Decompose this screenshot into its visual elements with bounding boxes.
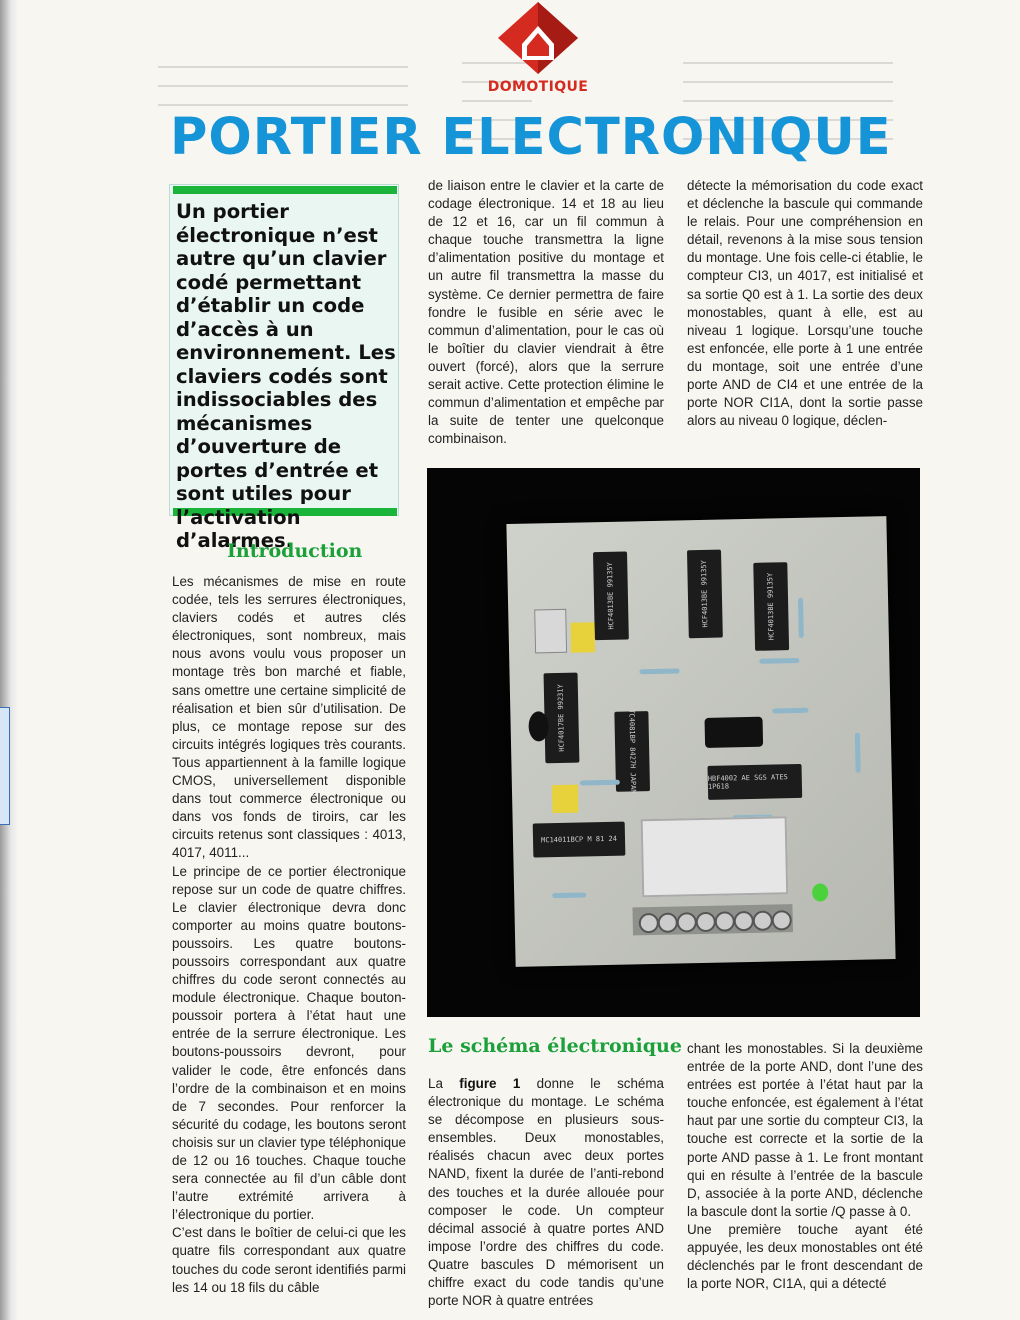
ic-chip: MC14011BCP M 81 24 xyxy=(533,822,626,858)
domotique-house-logo xyxy=(496,0,580,76)
page-binding xyxy=(0,0,18,1320)
intro-paragraph-1: Les mécanismes de mise en route codée, tels les serrures électroniques, claviers codés et autres clés électroniques, sont nombreux, mais nous avons voulu vous proposer un montage très bon marché et fiable, sans omettre une certaine simplicité de réalisation et bien sûr d’utilisation. De plus, ce montage repose sur des circuits intégrés logiques très courants. Tous appartiennent à la famille logique CMOS, universellement disponible dans tout commerce électronique ou dans vos fonds de tiroirs, car les circuits retenus sont classiques : 4013, 4017, 4011... xyxy=(172,574,406,861)
resistor xyxy=(772,708,808,714)
fuse-terminal xyxy=(534,609,567,654)
col2-paragraph: de liaison entre le clavier et la carte de codage électronique. 14 et 18 au lieu de 12 et 16, car un fil commun à chaque touche transmettra la ligne d’alimentation positive du montage et un autre fil transmettra la masse du système. Ce dernier permettra de faire fondre le fusible en série avec le commun d’alimentation, pour le cas où le boîtier du clavier viendrait à être ouvert (forcé), alors que la serrure serait active. Cette protection élimine le commun d’alimentation et empêche par la suite de tenter une quelconque combinaison. xyxy=(428,178,664,447)
section-label: DOMOTIQUE xyxy=(487,79,589,95)
column-3-top xyxy=(687,177,923,430)
figure-reference: figure 1 xyxy=(459,1076,521,1091)
resistor xyxy=(580,780,620,786)
schema-paragraph: La figure 1 donne le schéma électronique du montage. Le schéma se décompose en plusieurs sous-ensembles. Deux monostables, réalisés chacun avec deux portes NAND, fixent la durée de l’anti-rebond des touches et la durée allouée pour composer le code. Un compteur décimal associé à quatre portes AND impose l’ordre des chiffres du code. Quatre bascules D mémorisent un chiffre exact du code tandis qu’une porte NOR à quatre entrées xyxy=(428,1076,664,1309)
introduction-heading: Introduction xyxy=(227,540,363,562)
column-3-bottom xyxy=(687,1040,923,1293)
ic-chip: TC4081BP 8427H JAPAN xyxy=(614,711,650,792)
column-1 xyxy=(172,573,406,1297)
ic-chip: HCF4013BE 99135Y xyxy=(593,552,629,641)
yellow-capacitor xyxy=(570,622,595,652)
resistor xyxy=(552,892,586,898)
column-2-bottom xyxy=(428,1075,664,1310)
show-through-text xyxy=(158,66,408,106)
lead-top-bar xyxy=(173,186,397,194)
circuit-board-photo xyxy=(427,468,920,1017)
col3-bottom-paragraph-2: Une première touche ayant été appuyée, les deux monostables ont été déclenchés par le front descendant de la porte NOR, CI1A, qui a détecté xyxy=(687,1221,923,1292)
ic-chip: HBF4002 AE SGS ATES 1P618 xyxy=(708,764,803,800)
capacitor xyxy=(705,717,764,748)
article-title: PORTIER ELECTRONIQUE xyxy=(170,108,892,167)
resistor xyxy=(639,668,679,674)
ic-chip: HCF4013BE 99135Y xyxy=(753,562,789,651)
pcb xyxy=(506,516,895,967)
column-2-top xyxy=(428,177,664,448)
intro-paragraph-3: C’est dans le boîtier de celui-ci que les quatre fils correspondant aux quatre touches du code seront identifiés parmi les 14 ou 18 fils du câble xyxy=(172,1225,406,1295)
resistor xyxy=(759,658,799,664)
yellow-capacitor xyxy=(552,785,579,814)
led xyxy=(812,883,828,901)
ic-chip: HCF4017BE 99231Y xyxy=(544,673,580,764)
resistor xyxy=(855,733,861,773)
lead-paragraph: Un portier électronique n’est autre qu’un clavier codé permettant d’établir un code d’accès à un environnement. Les claviers codés sont indissociables des mécanismes d’ouverture de portes d’entrée et sont utiles pour l’activation d’alarmes. xyxy=(176,200,396,552)
col3-bottom-paragraph-1: chant les monostables. Si la deuxième entrée de la porte AND, dont l’une des entrées est portée à l’état haut par la touche enfoncée, est également à l’état haut par une sortie du compteur CI3, la touche est correcte et la sortie de la porte AND passe à 1. Le front montant qui en résulte à l’entrée de la bascule D, associée à la porte AND, déclenche la bascule dont la sortie /Q passe à 0. xyxy=(687,1041,923,1219)
resistor xyxy=(798,598,804,638)
schema-heading: Le schéma électronique xyxy=(428,1035,682,1057)
relay xyxy=(641,816,789,897)
ic-chip: HCF4013BE 99135Y xyxy=(687,550,723,639)
facing-page-tab xyxy=(0,707,10,825)
col3-paragraph: détecte la mémorisation du code exact et déclenche la bascule qui commande le relais. Pour une compréhension en détail, revenons à la mise sous tension du montage. Une fois celle-ci établie, le compteur CI3, un 4017, est initialisé et sa sortie Q0 est à 1. La sortie des deux monostables, quant à elle, est au niveau 1 logique. Lorsqu’une touche est enfoncée, elle porte à 1 une entrée du montage, soit une entrée d’une porte AND de CI4 et une entrée de la porte NOR CI1A, dont la sortie passe alors au niveau 0 logique, déclen- xyxy=(687,178,923,429)
intro-paragraph-2: Le principe de ce portier électronique repose sur un code de quatre chiffres. Le clavier électronique devra donc comporter au moins quatre boutons-poussoirs. Les quatre boutons-poussoirs correspondant aux quatre chiffres du code seront connectés au module électronique. Chaque bouton-poussoir portera à l’état haut une entrée de la serrure électronique. Les boutons-poussoirs devront, pour valider le code, être enfoncés dans l’ordre de la combinaison et en moins de 7 secondes. Pour renforcer la sécurité du codage, les boutons seront choisis sur un clavier type téléphonique de 12 ou 16 touches. Chaque touche sera connectée au fil d’un câble dont l’autre extrémité arrivera à l’électronique du portier. xyxy=(172,863,406,1223)
